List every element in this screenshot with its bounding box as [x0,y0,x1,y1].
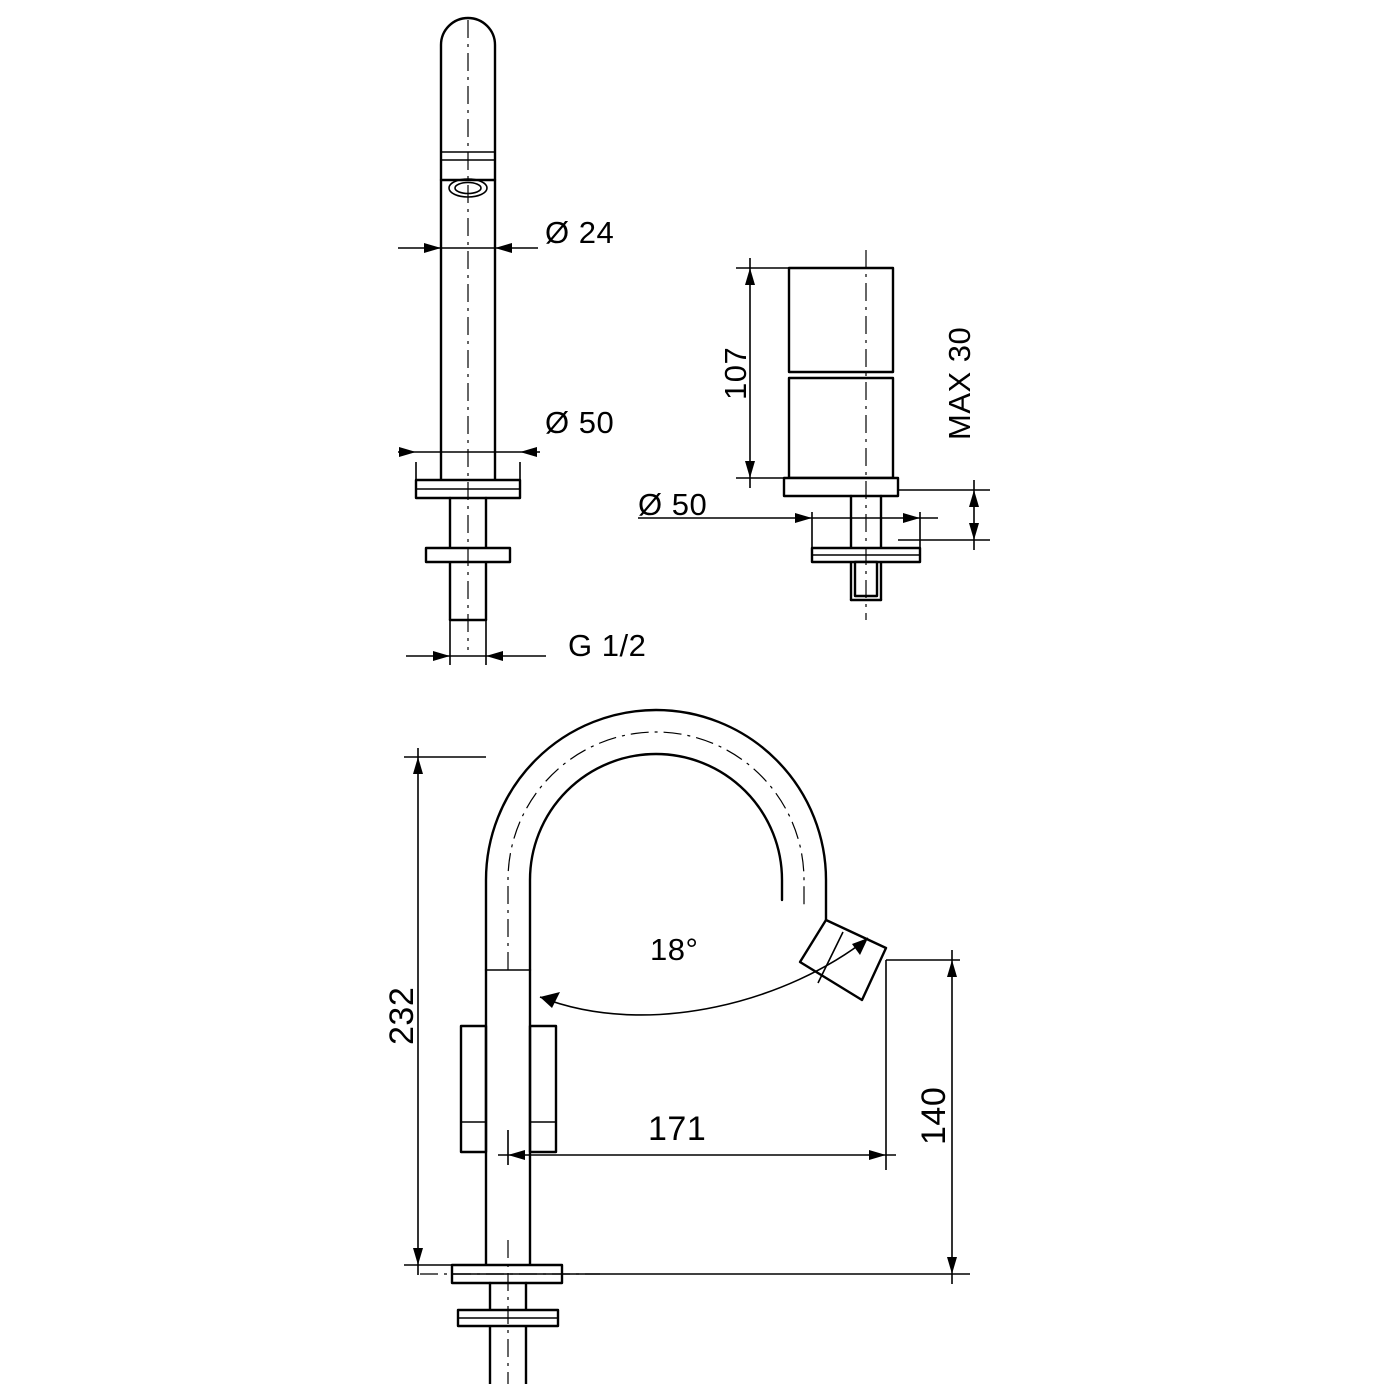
dimension-label-base-diameter: Ø 50 [545,405,615,440]
side-view-geometry [784,250,920,620]
dimension-label-thread: G 1/2 [568,628,647,663]
front-view-geometry [416,18,520,650]
dimension-label-max-thickness: MAX 30 [942,326,977,440]
dimension-label-spout-height: 140 [915,1086,953,1145]
front-view-dimension-lines [398,180,546,665]
dimension-label-spout-angle: 18° [650,932,699,967]
dimension-label-total-height: 232 [383,986,421,1045]
dimension-label-handle-height: 107 [718,346,753,400]
dimension-label-body-diameter: Ø 50 [638,487,708,522]
gooseneck-view-geometry [420,710,886,1384]
dimension-label-spout-diameter: Ø 24 [545,215,615,250]
dimension-label-reach: 171 [648,1110,707,1148]
gooseneck-view-dimension-lines [404,748,970,1284]
